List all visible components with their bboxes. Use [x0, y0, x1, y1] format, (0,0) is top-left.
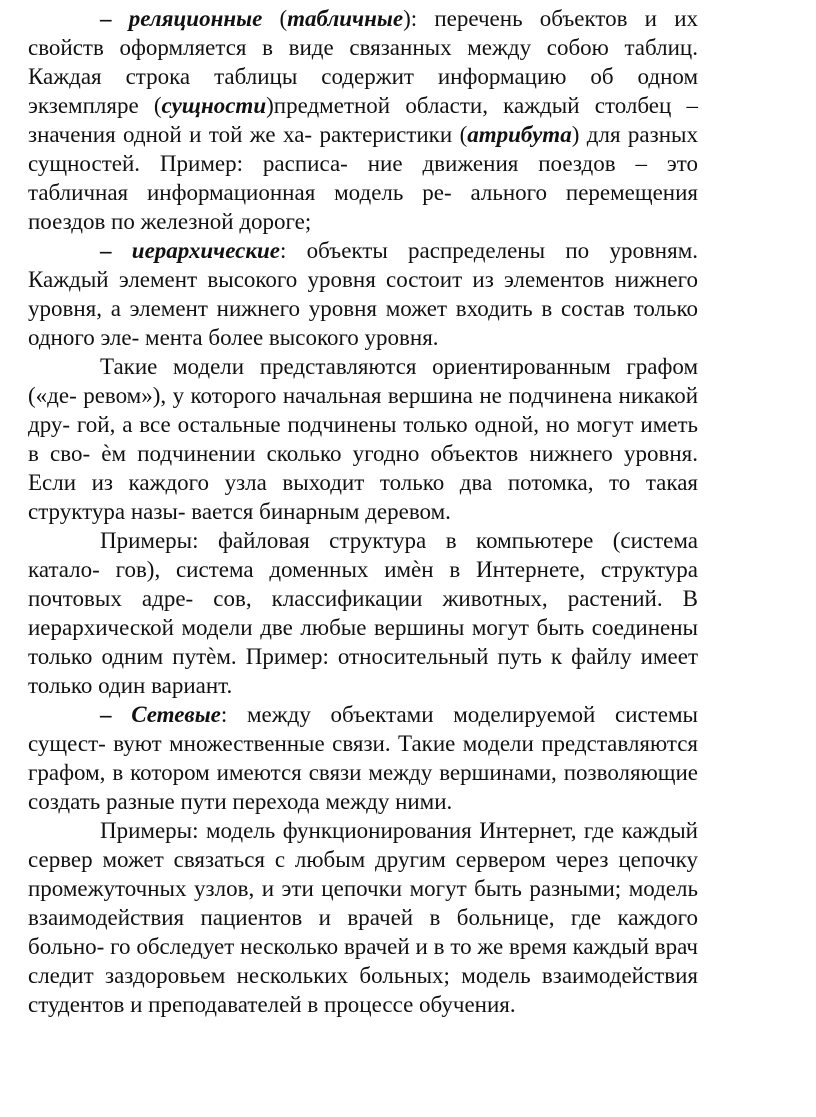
body-text: (	[262, 6, 288, 31]
body-text: : между объектами моделируемой системы сущест- вуют множественные связи. Такие модели представляются графом, в котором имеются связи между вершинами, позволяющие создать разные пути перехода между ними.	[28, 702, 698, 814]
body-text: )предметной области, каждый столбец – значения одной и той же ха- рактеристики (	[28, 93, 698, 147]
body-text: ): перечень объектов и их свойств оформляется в виде связанных между собою таблиц. Каждая строка таблицы содержит информацию об одном экземпляре (	[28, 6, 699, 118]
paragraph-relational	[28, 4, 698, 236]
dash-marker: –	[100, 238, 132, 263]
paragraph-tree-examples	[28, 526, 698, 700]
body-text: : объекты распределены по уровням. Каждый элемент высокого уровня состоит из элементов нижнего уровня, а элемент нижнего уровня может входить в состав только одного эле- мента более высокого уровня.	[28, 238, 698, 350]
paragraph-network-examples	[28, 816, 698, 1019]
term-hierarchical: иерархические	[131, 238, 280, 263]
body-text: Примеры: файловая структура в компьютере (система катало- гов), система доменных имѐн в Интернете, структура почтовых адре- сов, классификации животных, растений. В иерархической модели две любые вершины могут быть соединены только одним путѐм. Пример: относительный путь к файлу имеет только один вариант.	[28, 528, 698, 698]
term-relational: реляционные	[128, 6, 263, 31]
paragraph-hierarchical	[28, 236, 698, 352]
document-page	[28, 4, 698, 1019]
dash-marker: –	[100, 702, 132, 727]
term-network: Сетевые	[131, 702, 221, 727]
dash-marker: –	[100, 6, 129, 31]
term-entity: сущности	[161, 93, 267, 118]
paragraph-network	[28, 700, 698, 816]
term-attribute: атрибута	[467, 122, 572, 147]
body-text: Такие модели представляются ориентированным графом («де- ревом»), у которого начальная вершина не подчинена никакой дру- гой, а все остальные подчинены только одной, но могут иметь в сво- ѐм подчинении сколько угодно объектов нижнего уровня. Если из каждого узла выходит только два потомка, то такая структура назы- вается бинарным деревом.	[28, 354, 698, 524]
term-tabular: табличные	[287, 6, 404, 31]
paragraph-tree-models	[28, 352, 698, 526]
body-text: Примеры: модель функционирования Интернет, где каждый сервер может связаться с любым другим сервером через цепочку промежуточных узлов, и эти цепочки могут быть разными; модель взаимодействия пациентов и врачей в больнице, где каждого больно- го обследует несколько врачей и в то же время каждый врач следит заздоровьем нескольких больных; модель взаимодействия студентов и преподавателей в процессе обучения.	[28, 818, 698, 1017]
body-text: ) для разных сущностей. Пример: расписа- ние движения поездов – это табличная информационная модель ре- ального перемещения поездов по железной дороге;	[28, 122, 698, 234]
